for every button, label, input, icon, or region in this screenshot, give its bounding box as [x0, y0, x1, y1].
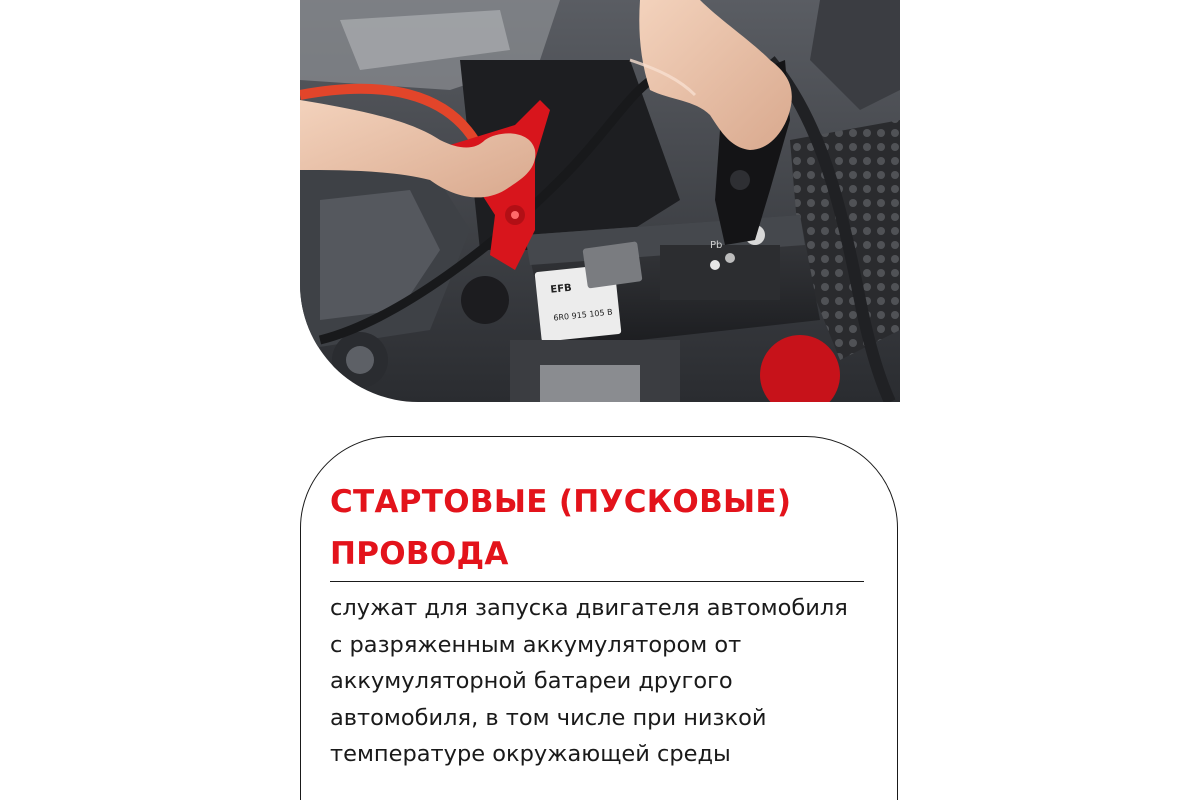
title-divider [330, 581, 864, 582]
description-line: температуре окружающей среды [330, 741, 731, 767]
title-line-1: СТАРТОВЫЕ (ПУСКОВЫЕ) [330, 484, 792, 520]
description-line: с разряженным аккумулятором от [330, 631, 742, 658]
page-title [330, 476, 870, 580]
product-card [300, 0, 900, 800]
battery-label-efb: EFB [549, 282, 573, 296]
battery-label-pb: Pb [710, 240, 723, 251]
title-line-2: ПРОВОДА [330, 536, 509, 572]
battery-label-code: 6R0 915 105 B [552, 307, 614, 323]
description-line: автомобиля, в том числе при низкой [330, 704, 767, 731]
description-line: аккумуляторной батареи другого [330, 668, 733, 694]
product-photo [300, 0, 900, 402]
description-line: служат для запуска двигателя автомобиля [330, 595, 848, 621]
description-text [330, 590, 885, 773]
